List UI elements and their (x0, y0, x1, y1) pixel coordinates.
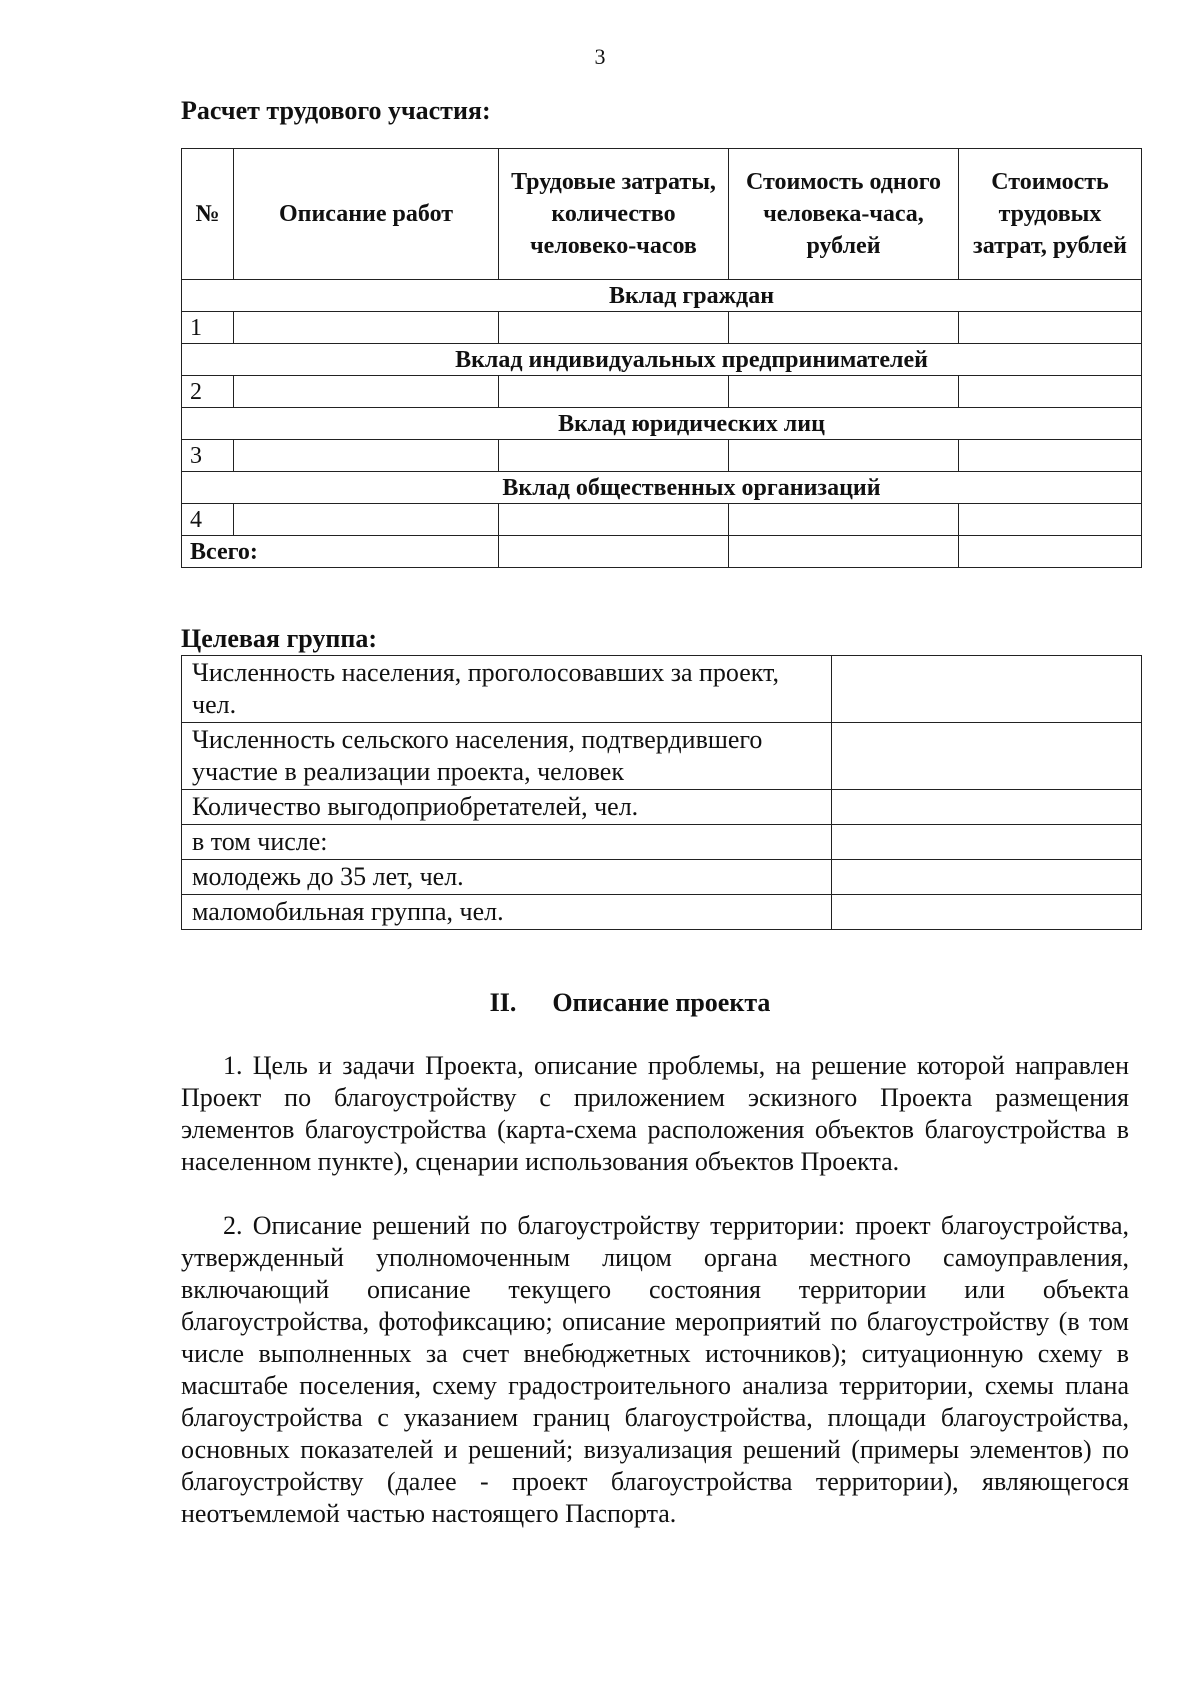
labor-header-row (182, 149, 1142, 280)
col-header-total-cost: Стоимость трудовых затрат, рублей (959, 149, 1142, 280)
row-number: 1 (182, 312, 234, 344)
section-row (182, 344, 1142, 376)
table-cell (234, 312, 499, 344)
section-roman-numeral: II. (489, 988, 517, 1017)
section-row (182, 408, 1142, 440)
table-cell (499, 376, 729, 408)
table-cell (729, 504, 959, 536)
paragraph-2: 2. Описание решений по благоустройству территории: проект благоустройства, утвержденный уполномоченным лицом органа местного самоуправления, включающий описание текущего состояния территории или объекта благоустройства, фотофиксацию; описание мероприятий по благоустройству (в том числе выполненных за счет внебюджетных источников); ситуационную схему в масштабе поселения, схему градостроительного анализа территории, схемы плана благоустройства с указанием границ благоустройства, площади благоустройства, основных показателей и решений; визуализация решений (примеры элементов) по благоустройству (далее - проект благоустройства территории), являющегося неотъемлемой частью настоящего Паспорта. (181, 1211, 1129, 1528)
table-cell (959, 440, 1142, 472)
table-cell (234, 440, 499, 472)
target-row-label: Численность населения, проголосовавших за проект, чел. (182, 656, 832, 723)
table-cell (234, 376, 499, 408)
section-title-public-organizations: Вклад общественных организаций (182, 472, 1142, 504)
row-number: 3 (182, 440, 234, 472)
section-row (182, 472, 1142, 504)
table-row (182, 723, 1142, 790)
table-cell (832, 790, 1142, 825)
target-row-label: в том числе: (182, 825, 832, 860)
table-row (182, 895, 1142, 930)
page-number: 3 (594, 44, 606, 69)
target-row-label: молодежь до 35 лет, чел. (182, 860, 832, 895)
table-cell (832, 723, 1142, 790)
table-cell (499, 440, 729, 472)
section-heading (0, 988, 1200, 1018)
table-cell (729, 536, 959, 568)
target-row-label: Количество выгодоприобретателей, чел. (182, 790, 832, 825)
table-cell (832, 656, 1142, 723)
target-heading: Целевая группа: (181, 624, 378, 653)
labor-heading: Расчет трудового участия: (181, 96, 491, 125)
col-header-description: Описание работ (234, 149, 499, 280)
target-row-label: Численность сельского населения, подтвердившего участие в реализации проекта, человек (182, 723, 832, 790)
row-number: 2 (182, 376, 234, 408)
table-cell (729, 312, 959, 344)
table-cell (959, 376, 1142, 408)
table-row (182, 790, 1142, 825)
col-header-hours: Трудовые затраты, количество человеко-часов (499, 149, 729, 280)
row-number: 4 (182, 504, 234, 536)
table-cell (729, 440, 959, 472)
table-cell (499, 312, 729, 344)
table-cell (959, 536, 1142, 568)
table-cell (832, 895, 1142, 930)
section-title-legal-entities: Вклад юридических лиц (182, 408, 1142, 440)
col-header-num: № (182, 149, 234, 280)
table-row (182, 860, 1142, 895)
section-title-entrepreneurs: Вклад индивидуальных предпринимателей (182, 344, 1142, 376)
labor-table (181, 148, 1142, 568)
table-cell (499, 536, 729, 568)
table-cell (959, 312, 1142, 344)
total-label: Всего: (182, 536, 499, 568)
table-row (182, 312, 1142, 344)
section-title: Описание проекта (552, 988, 771, 1017)
table-row (182, 376, 1142, 408)
table-cell (832, 860, 1142, 895)
table-row (182, 656, 1142, 723)
table-row (182, 440, 1142, 472)
table-cell (729, 376, 959, 408)
target-row-label: маломобильная группа, чел. (182, 895, 832, 930)
paragraph-1: 1. Цель и задачи Проекта, описание проблемы, на решение которой направлен Проект по благоустройству с приложением эскизного Проекта размещения элементов благоустройства (карта-схема расположения объектов благоустройства в населенном пункте), сценарии использования объектов Проекта. (181, 1051, 1129, 1176)
total-row (182, 536, 1142, 568)
section-title-citizens: Вклад граждан (182, 280, 1142, 312)
table-cell (234, 504, 499, 536)
table-cell (959, 504, 1142, 536)
table-row (182, 825, 1142, 860)
table-cell (499, 504, 729, 536)
col-header-cost-per-hour: Стоимость одного человека-часа, рублей (729, 149, 959, 280)
table-cell (832, 825, 1142, 860)
target-group-table (181, 655, 1142, 930)
section-row (182, 280, 1142, 312)
table-row (182, 504, 1142, 536)
